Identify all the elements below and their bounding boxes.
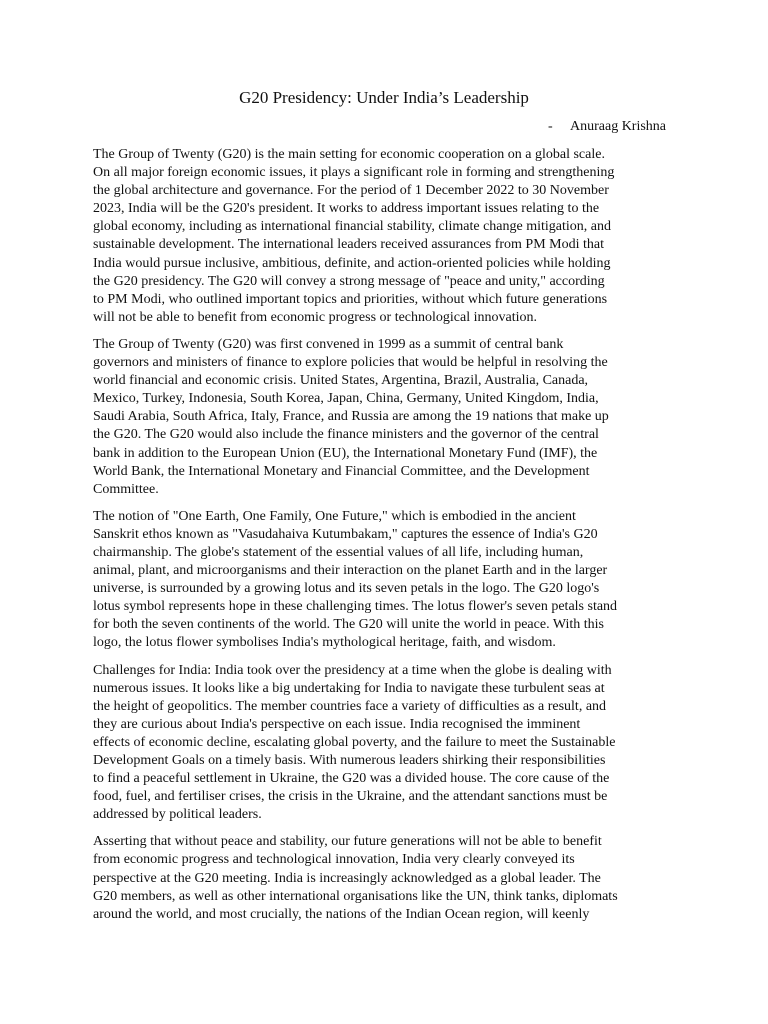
paragraph-line: perspective at the G20 meeting. India is increasingly acknowledged as a global leader. The — [93, 870, 601, 886]
paragraph-line: 2023, India will be the G20's president. It works to address important issues relating to the — [93, 201, 600, 217]
paragraph-line: bank in addition to the European Union (EU), the International Monetary Fund (IMF), the — [93, 445, 598, 461]
paragraph-line: Saudi Arabia, South Africa, Italy, France, and Russia are among the 19 nations that make up — [93, 409, 609, 425]
paragraph-line: world financial and economic crisis. United States, Argentina, Brazil, Australia, Canada, — [93, 373, 589, 389]
paragraph — [93, 833, 677, 923]
paragraph-line: On all major foreign economic issues, it plays a significant role in forming and strengthening — [93, 165, 615, 181]
paragraph-line: The notion of "One Earth, One Family, One Future," which is embodied in the ancient — [93, 508, 576, 524]
paragraph-line: the global architecture and governance. For the period of 1 December 2022 to 30 November — [93, 183, 609, 199]
paragraph-line: Development Goals on a timely basis. With numerous leaders shirking their responsibilities — [93, 753, 606, 768]
paragraph-line: G20 members, as well as other international organisations like the UN, think tanks, diplomats — [93, 888, 618, 904]
paragraph-line: Sanskrit ethos known as "Vasudahaiva Kutumbakam," captures the essence of India's G20 — [93, 526, 598, 542]
paragraph-line: the G20. The G20 would also include the finance ministers and the governor of the central — [93, 427, 599, 443]
document-title: G20 Presidency: Under India’s Leadership — [239, 88, 529, 107]
paragraph-line: logo, the lotus flower symbolises India's mythological heritage, faith, and wisdom. — [93, 635, 556, 651]
paragraph-line: The Group of Twenty (G20) was first convened in 1999 as a summit of central bank — [93, 336, 564, 352]
paragraph-line: numerous issues. It looks like a big undertaking for India to navigate these turbulent seas at — [93, 680, 605, 696]
paragraph-line: Mexico, Turkey, Indonesia, South Korea, Japan, China, Germany, United Kingdom, India, — [93, 391, 599, 407]
paragraph-line: global economy, including as international financial stability, climate change mitigation, and — [93, 219, 611, 235]
paragraph-line: will not be able to benefit from economic progress or technological innovation. — [93, 309, 537, 325]
author-name: Anuraag Krishna — [570, 119, 667, 134]
paragraph-line: World Bank, the International Monetary and Financial Committee, and the Development — [93, 463, 590, 479]
paragraph-line: they are curious about India's perspective on each issue. India recognised the imminent — [93, 716, 581, 732]
paragraph — [93, 336, 677, 499]
paragraph-line: effects of economic decline, escalating global poverty, and the failure to meet the Sustainable — [93, 734, 616, 750]
paragraph-line: sustainable development. The international leaders received assurances from PM Modi that — [93, 237, 604, 253]
document-body — [93, 146, 677, 933]
paragraph-line: the height of geopolitics. The member countries face a variety of difficulties as a result, and — [93, 698, 607, 714]
paragraph — [93, 508, 677, 653]
paragraph-line: India would pursue inclusive, ambitious, definite, and action-oriented policies while holding — [93, 255, 611, 271]
paragraph-line: universe, is surrounded by a growing lotus and its seven petals in the logo. The G20 logo's — [93, 581, 600, 597]
paragraph-line: Committee. — [93, 481, 159, 497]
paragraph-line: to find a peaceful settlement in Ukraine, the G20 was a divided house. The core cause of the — [93, 771, 610, 787]
paragraph-line: addressed by political leaders. — [93, 807, 262, 823]
paragraph-line: Challenges for India: India took over the presidency at a time when the globe is dealing with — [93, 662, 612, 678]
paragraph-line: the G20 presidency. The G20 will convey a strong message of "peace and unity," according — [93, 273, 605, 289]
paragraph-line: lotus symbol represents hope in these challenging times. The lotus flower's seven petals stand — [93, 599, 618, 615]
author-dash: - — [548, 119, 553, 134]
paragraph-line: food, fuel, and fertiliser crises, the crisis in the Ukraine, and the attendant sanctions must be — [93, 789, 608, 805]
paragraph-line: animal, plant, and microorganisms and their interaction on the planet Earth and in the larger — [93, 563, 608, 579]
paragraph-line: Asserting that without peace and stability, our future generations will not be able to benefit — [93, 834, 602, 850]
paragraph-line: for both the seven continents of the world. The G20 will unite the world in peace. With this — [93, 617, 604, 633]
paragraph — [93, 662, 677, 825]
paragraph — [93, 146, 677, 327]
paragraph-line: The Group of Twenty (G20) is the main setting for economic cooperation on a global scale. — [93, 147, 605, 162]
paragraph-line: governors and ministers of finance to explore policies that would be helpful in resolving the — [93, 355, 608, 371]
paragraph-line: to PM Modi, who outlined important topics and priorities, without which future generations — [93, 291, 608, 307]
paragraph-line: around the world, and most crucially, the nations of the Indian Ocean region, will keenly — [93, 906, 590, 922]
author-line — [548, 118, 666, 136]
paragraph-line: chairmanship. The globe's statement of the essential values of all life, including human, — [93, 544, 584, 560]
paragraph-line: from economic progress and technological innovation, India very clearly conveyed its — [93, 852, 575, 868]
